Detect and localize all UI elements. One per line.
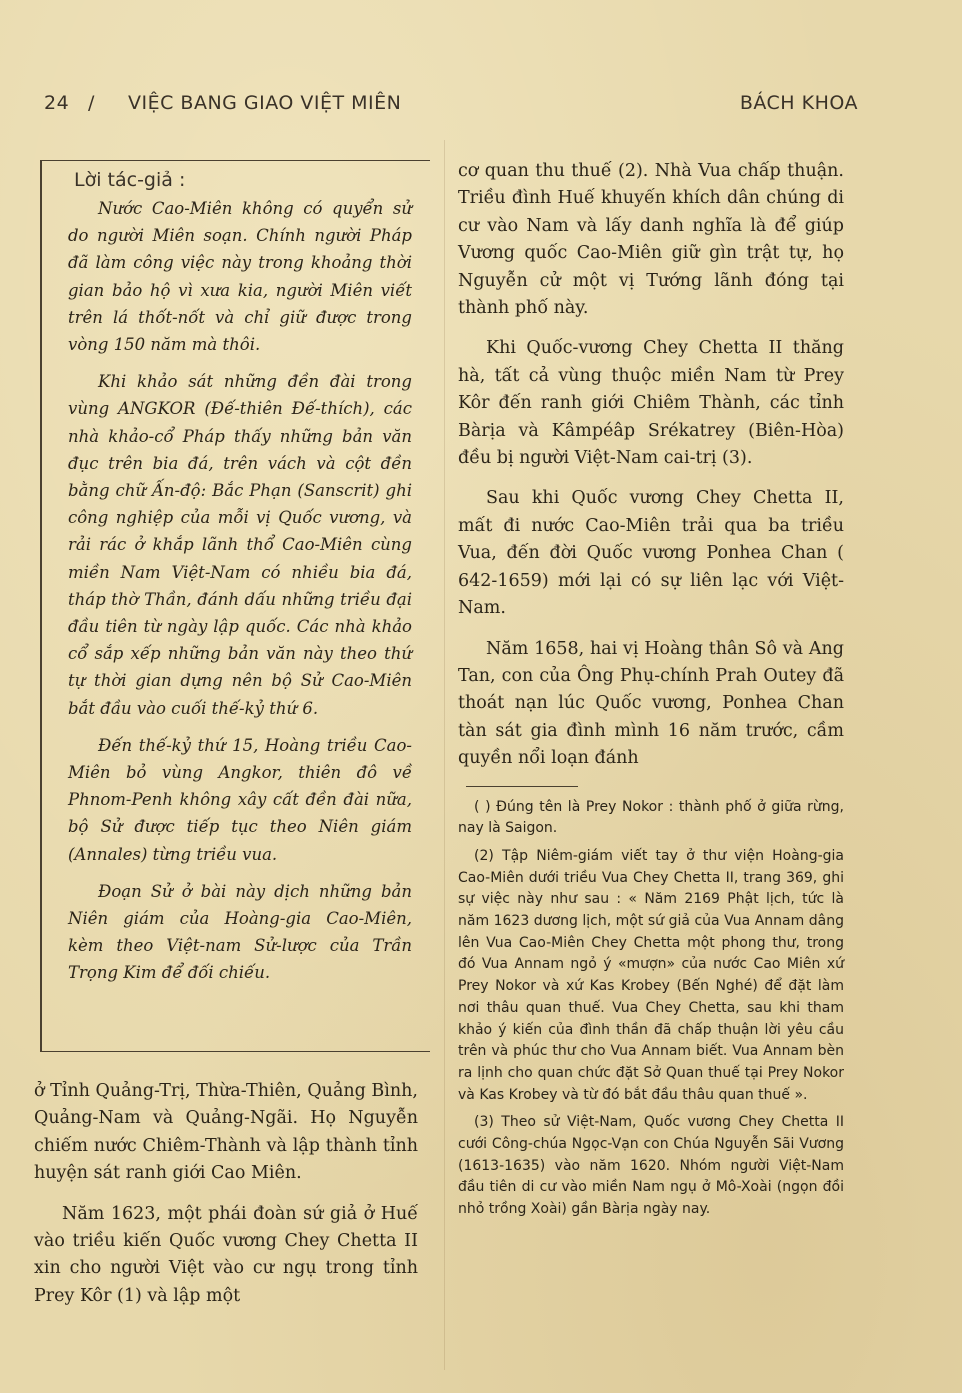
author-note-paragraph: Đoạn Sử ở bài này dịch những bản Niên giám của Hoàng-gia Cao-Miên, kèm theo Việt-nam Sử-lược của Trần Trọng Kim để đối chiếu. xyxy=(68,881,412,983)
header-separator: / xyxy=(88,92,95,114)
body-paragraph: Năm 1623, một phái đoàn sứ giả ở Huế vào triều kiến Quốc vương Chey Chetta II xin cho người Việt vào cư ngụ trong tỉnh Prey Kôr (1) và lập một xyxy=(34,1203,418,1306)
article-title: VIỆC BANG GIAO VIỆT MIÊN xyxy=(128,92,402,114)
body-paragraph: cơ quan thu thuế (2). Nhà Vua chấp thuận. Triều đình Huế khuyến khích dân chúng di cư vào Nam và lấy danh nghĩa là để giúp Vương quốc Cao-Miên giữ gìn trật tự, họ Nguyễn cử một vị Tướng lãnh đóng tại thành phố này. xyxy=(458,161,844,319)
author-note-paragraph: Nước Cao-Miên không có quyển sử do người Miên soạn. Chính người Pháp đã làm công việc này trong khoảng thời gian bảo hộ vì xưa kia, người Miên viết trên lá thốt-nốt và chỉ giữ được trong vòng 150 năm mà thôi. xyxy=(68,199,412,355)
body-paragraph: ở Tỉnh Quảng-Trị, Thừa-Thiên, Quảng Bình, Quảng-Nam và Quảng-Ngãi. Họ Nguyễn chiếm nước Chiêm-Thành và lập thành tỉnh huyện sát ranh giới Cao Miên. xyxy=(34,1081,418,1184)
author-note-paragraph: Đến thế-kỷ thứ 15, Hoàng triều Cao-Miên bỏ vùng Angkor, thiên đô về Phnom-Penh không xây cất đền đài nữa, bộ Sử được tiếp tục theo Niên giám (Annales) từng triều vua. xyxy=(68,735,412,864)
body-paragraph: Sau khi Quốc vương Chey Chetta II, mất đi nước Cao-Miên trải qua ba triều Vua, đến đời Quốc vương Ponhea Chan ( 642-1659) mới lại có sự liên lạc với Việt-Nam. xyxy=(458,488,844,619)
right-column xyxy=(458,158,844,1227)
magazine-name: BÁCH KHOA xyxy=(739,92,858,114)
body-paragraph: Năm 1658, hai vị Hoàng thân Sô và Ang Tan, con của Ông Phụ-chính Prah Outey đã thoát nạn lúc Quốc vương, Ponhea Chan tàn sát gia đình mình 16 năm trước, cầm quyền nổi loạn đánh xyxy=(458,638,844,769)
page-number: 24 xyxy=(44,92,70,114)
running-header xyxy=(44,92,858,118)
footnotes xyxy=(458,797,844,1221)
footnote: (2) Tập Niêm-giám viết tay ở thư viện Hoàng-gia Cao-Miên dưới triều Vua Chey Chetta II, trang 369, ghi sự việc này như sau : « Năm 2169 Phật lịch, tức là năm 1623 dương lịch, một sứ giả của Vua Annam dâng lên Vua Cao-Miên Chey Chetta một phong thư, trong đó Vua Annam ngỏ ý «mượn» của nước Cao Miên xứ Prey Nokor và xứ Kas Krobey (Bến Nghé) để đặt làm nơi thâu quan thuế. Vua Chey Chetta, sau khi tham khảo ý kiến của đình thần đã chấp thuận lời yêu cầu trên và phúc thư cho Vua Annam biết. Vua Annam bèn ra lịnh cho quan chức đặt Sở Quan thuế tại Prey Nokor và Kas Krobey và từ đó bắt đầu thâu quan thuế ». xyxy=(458,847,844,1103)
left-column-body xyxy=(34,1078,418,1323)
page-crease xyxy=(444,140,445,1370)
footnote: ( ) Đúng tên là Prey Nokor : thành phố ở giữa rừng, nay là Saigon. xyxy=(458,798,844,837)
author-note-paragraph: Khi khảo sát những đền đài trong vùng ANGKOR (Đế-thiên Đế-thích), các nhà khảo-cổ Pháp thấy những bản văn đục trên bia đá, trên vách và cột đền bằng chữ Ấn-độ: Bắc Phạn (Sanscrit) ghi công nghiệp của mỗi vị Quốc vương, và rải rác ở khắp lãnh thổ Cao-Miên cùng miền Nam Việt-Nam có nhiều bia đá, tháp thờ Thần, đánh dấu những triều đại đầu tiên từ ngày lập quốc. Các nhà khảo cổ sắp xếp những bản văn này theo thứ tự thời gian dựng nên bộ Sử Cao-Miên bắt đầu vào cuối thế-kỷ thứ 6. xyxy=(68,372,412,718)
footnote: (3) Theo sử Việt-Nam, Quốc vương Chey Chetta II cưới Công-chúa Ngọc-Vạn con Chúa Nguyễn Sãi Vương (1613-1635) vào năm 1620. Nhóm người Việt-Nam đầu tiên di cư vào miền Nam ngụ ở Mô-Xoài (ngọn đồi nhỏ trồng Xoài) gần Bàrịa ngày nay. xyxy=(458,1114,844,1218)
right-column-body xyxy=(458,158,844,773)
author-note-box xyxy=(40,160,430,1052)
body-paragraph: Khi Quốc-vương Chey Chetta II thăng hà, tất cả vùng thuộc miền Nam từ Prey Kôr đến ranh giới Chiêm Thành, các tỉnh Bàrịa và Kâmpéâp Srékatrey (Biên-Hòa) đều bị người Việt-Nam cai-trị (3). xyxy=(458,338,844,469)
footnote-rule xyxy=(466,786,578,787)
author-note-title: Lời tác-giả : xyxy=(74,169,186,191)
